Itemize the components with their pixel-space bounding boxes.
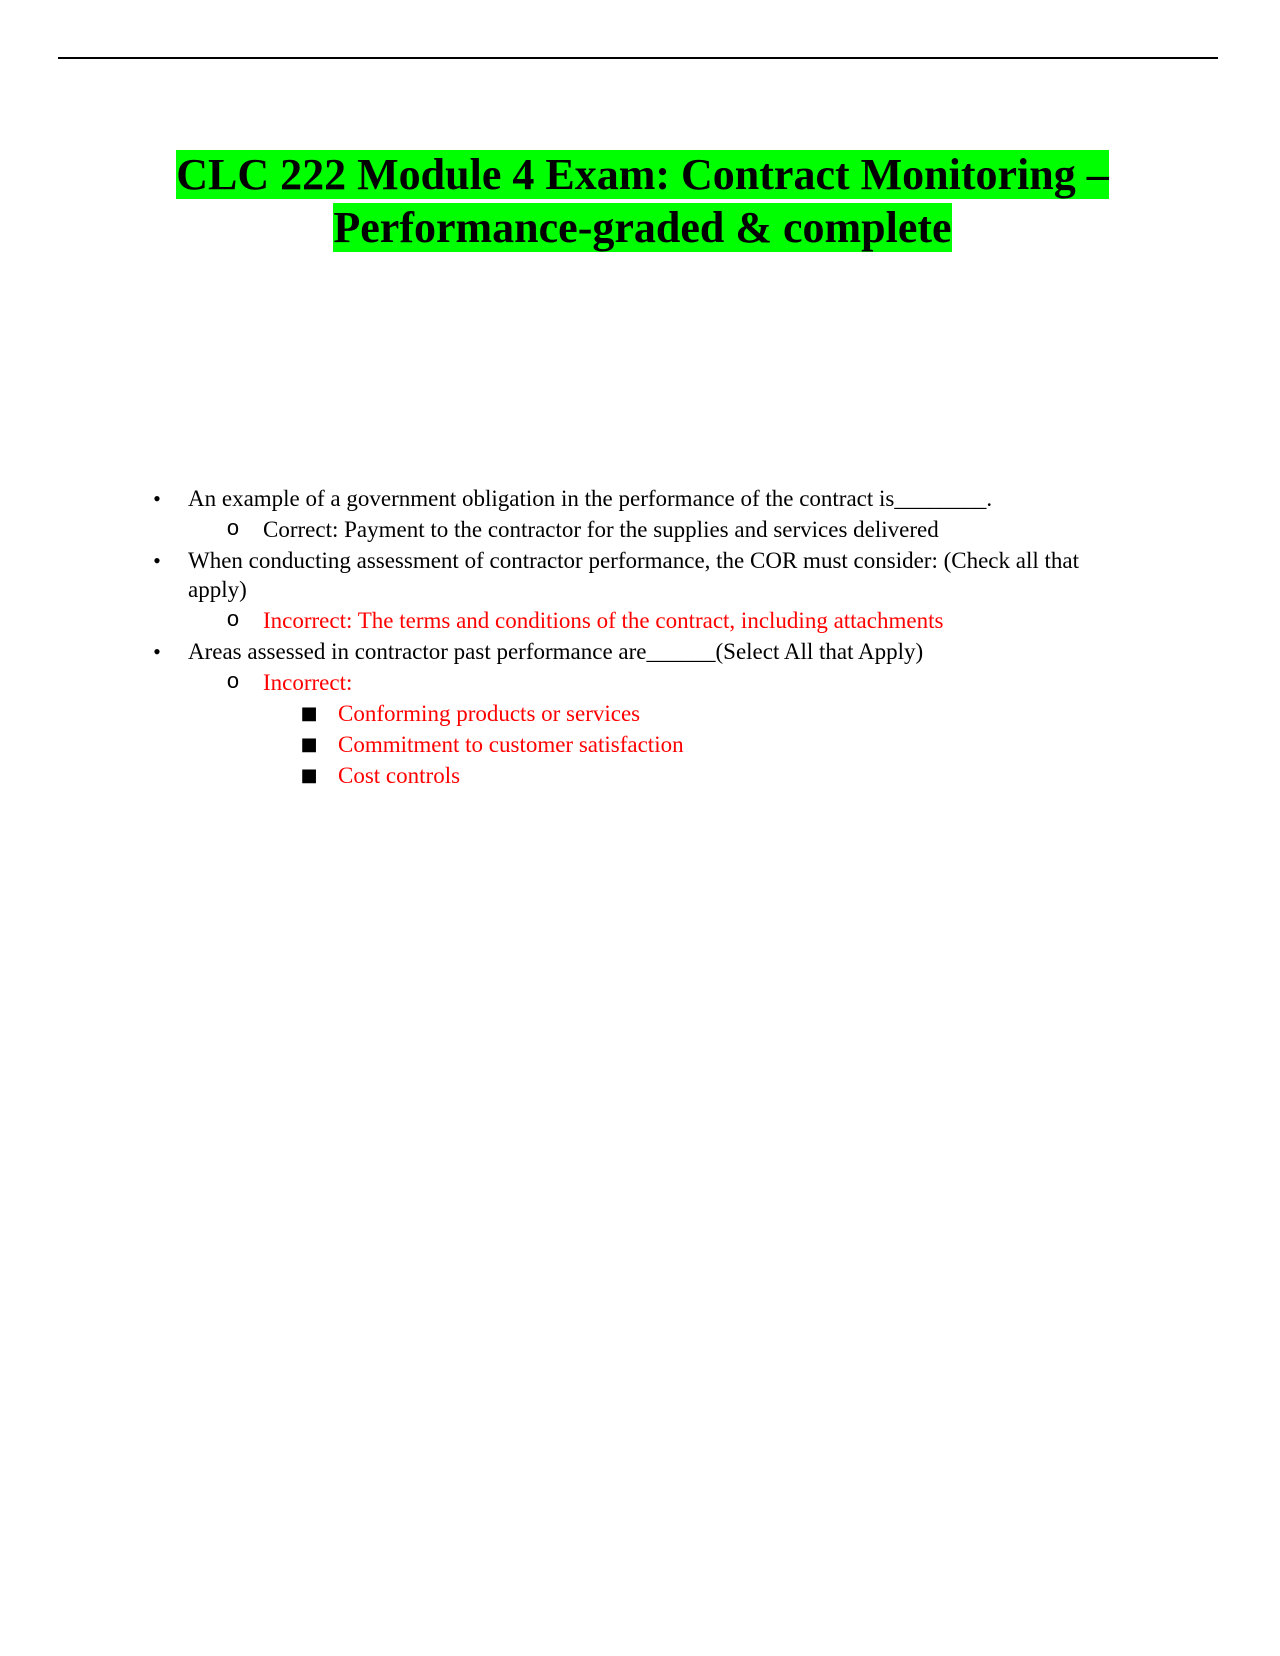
answer-sub-item-1: [0, 699, 1280, 728]
square-bullet-icon: ■: [300, 703, 318, 724]
header-rule: [58, 57, 1218, 59]
title-line-1: CLC 222 Module 4 Exam: Contract Monitoring –: [176, 150, 1109, 199]
bullet-icon: •: [153, 639, 161, 664]
title-line-2: Performance-graded & complete: [333, 203, 952, 252]
bullet-icon: •: [153, 486, 161, 511]
answer-text: Correct: Payment to the contractor for the supplies and services delivered: [263, 517, 939, 542]
question-list: [0, 484, 1280, 792]
circle-bullet-icon: o: [226, 608, 240, 633]
square-bullet-icon: ■: [300, 734, 318, 755]
answer-text: Incorrect:: [263, 670, 353, 695]
question-item-3: [0, 637, 1108, 666]
answer-sub-text: Cost controls: [338, 763, 461, 788]
answer-sub-item-3: [0, 761, 1280, 790]
bullet-icon: •: [153, 548, 161, 573]
question-text: Areas assessed in contractor past performance are______(Select All that Apply): [188, 639, 924, 664]
question-item-2: [0, 546, 1108, 604]
answer-sub-text: Conforming products or services: [338, 701, 641, 726]
answer-item-1: [0, 515, 1280, 544]
question-item-1: [0, 484, 1108, 513]
answer-item-3: [0, 668, 1280, 697]
circle-bullet-icon: o: [226, 670, 240, 695]
circle-bullet-icon: o: [226, 517, 240, 542]
question-text: An example of a government obligation in the performance of the contract is________.: [188, 486, 993, 511]
answer-sub-text: Commitment to customer satisfaction: [338, 732, 684, 757]
answer-text: Incorrect: The terms and conditions of the contract, including attachments: [263, 608, 944, 633]
square-bullet-icon: ■: [300, 765, 318, 786]
answer-item-2: [0, 606, 1280, 635]
page-title: [100, 148, 1185, 254]
question-text: When conducting assessment of contractor performance, the COR must consider: (Check all that apply): [188, 548, 1079, 602]
answer-sub-item-2: [0, 730, 1280, 759]
